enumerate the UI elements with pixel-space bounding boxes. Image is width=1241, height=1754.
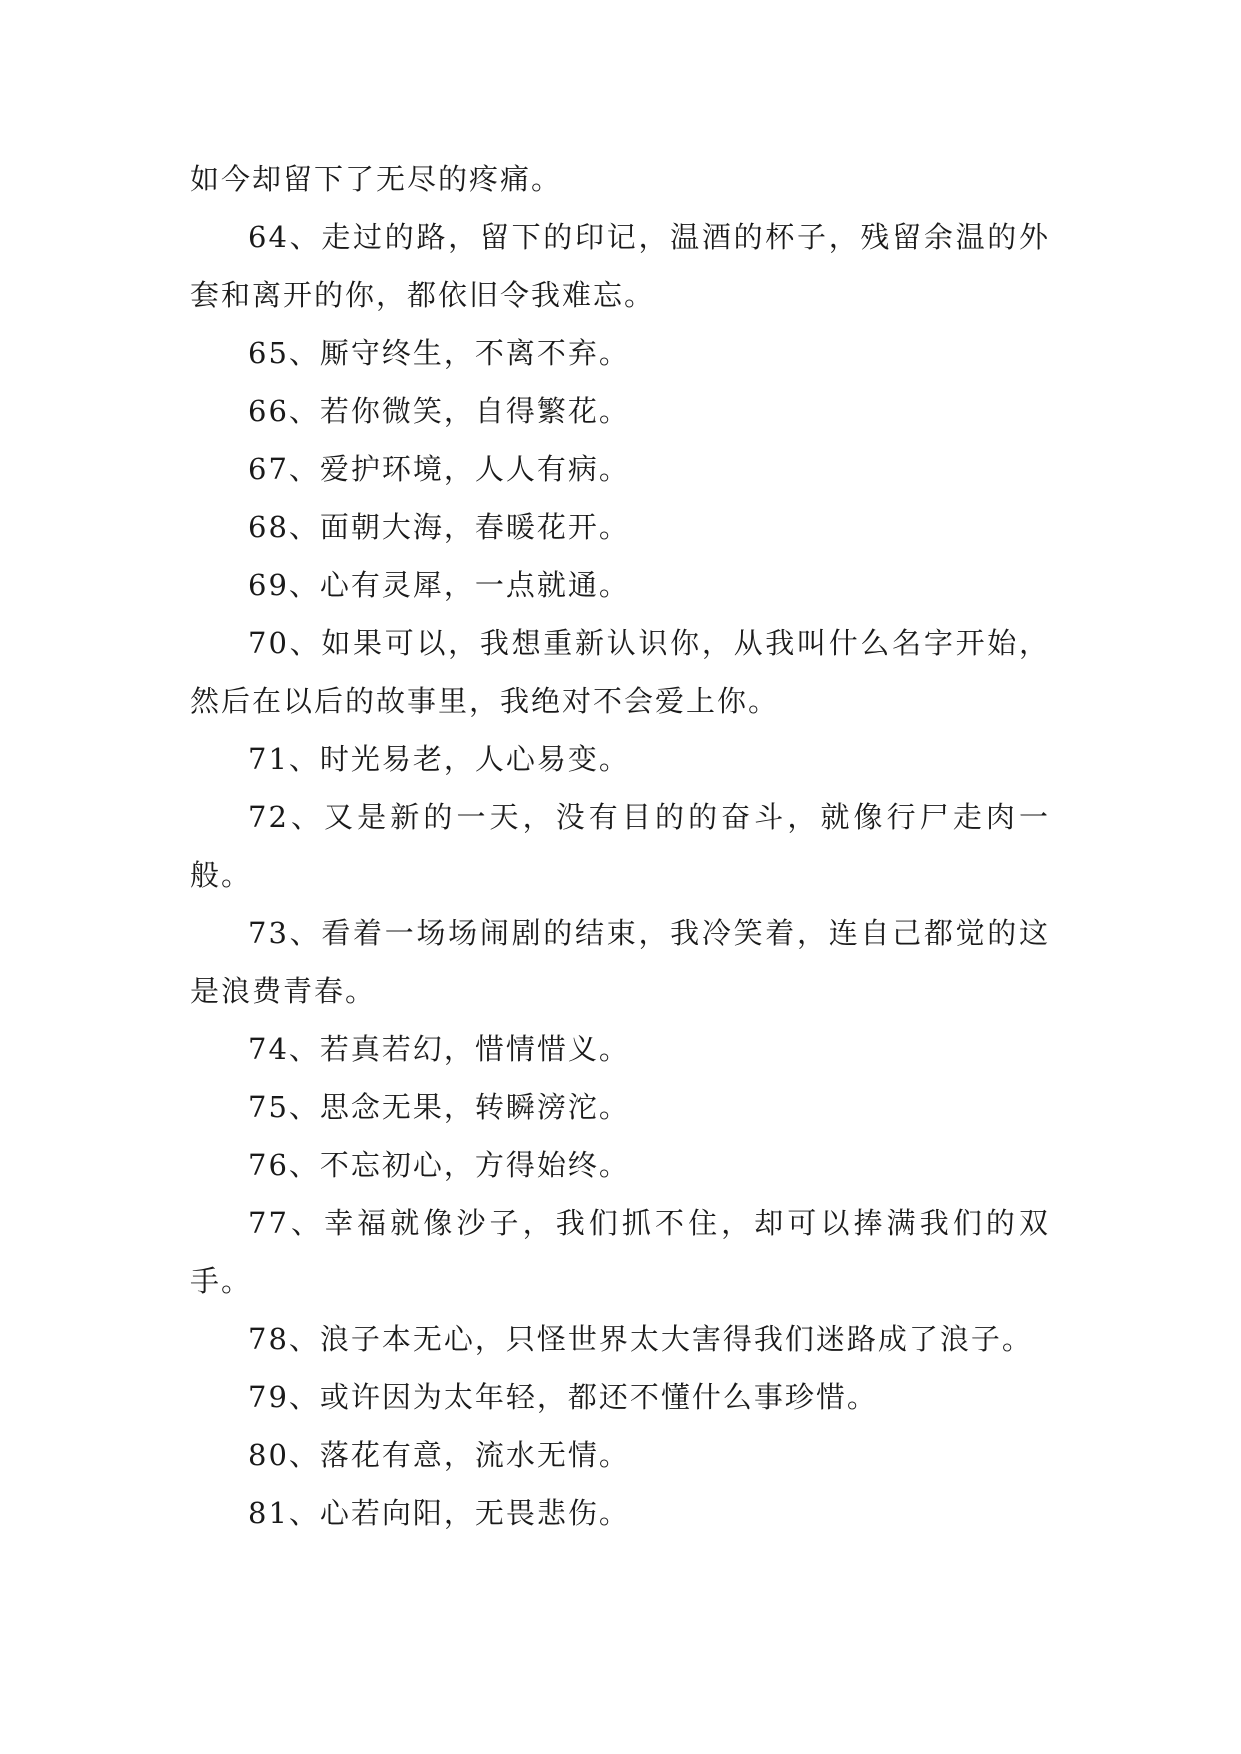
paragraph-81: 81、心若向阳，无畏悲伤。	[248, 1496, 630, 1530]
paragraph-74: 74、若真若幻，惜情惜义。	[248, 1032, 630, 1066]
paragraph-69: 69、心有灵犀，一点就通。	[248, 568, 630, 602]
paragraph-78: 78、浪子本无心，只怪世界太大害得我们迷路成了浪子。	[248, 1322, 1033, 1356]
paragraph-67: 67、爱护环境，人人有病。	[248, 452, 630, 486]
paragraph-65: 65、厮守终生，不离不弃。	[248, 336, 630, 370]
paragraph-73: 73、看着一场场闹剧的结束，我冷笑着，连自己都觉的这是浪费青春。	[190, 916, 1050, 1008]
paragraph-76: 76、不忘初心，方得始终。	[248, 1148, 630, 1182]
document-body	[190, 150, 1050, 1542]
paragraph-79: 79、或许因为太年轻，都还不懂什么事珍惜。	[248, 1380, 878, 1414]
paragraph-70: 70、如果可以，我想重新认识你，从我叫什么名字开始，然后在以后的故事里，我绝对不会爱上你。	[190, 626, 1050, 718]
paragraph-72: 72、又是新的一天，没有目的的奋斗，就像行尸走肉一般。	[190, 800, 1050, 892]
paragraph-77: 77、幸福就像沙子，我们抓不住，却可以捧满我们的双手。	[190, 1206, 1050, 1298]
paragraph-66: 66、若你微笑，自得繁花。	[248, 394, 630, 428]
paragraph-64: 64、走过的路，留下的印记，温酒的杯子，残留余温的外套和离开的你，都依旧令我难忘。	[190, 220, 1050, 312]
paragraph-75: 75、思念无果，转瞬滂沱。	[248, 1090, 630, 1124]
paragraph-68: 68、面朝大海，春暖花开。	[248, 510, 630, 544]
paragraph-71: 71、时光易老，人心易变。	[248, 742, 630, 776]
paragraph-80: 80、落花有意，流水无情。	[248, 1438, 630, 1472]
paragraph-continuation: 如今却留下了无尽的疼痛。	[190, 162, 563, 196]
